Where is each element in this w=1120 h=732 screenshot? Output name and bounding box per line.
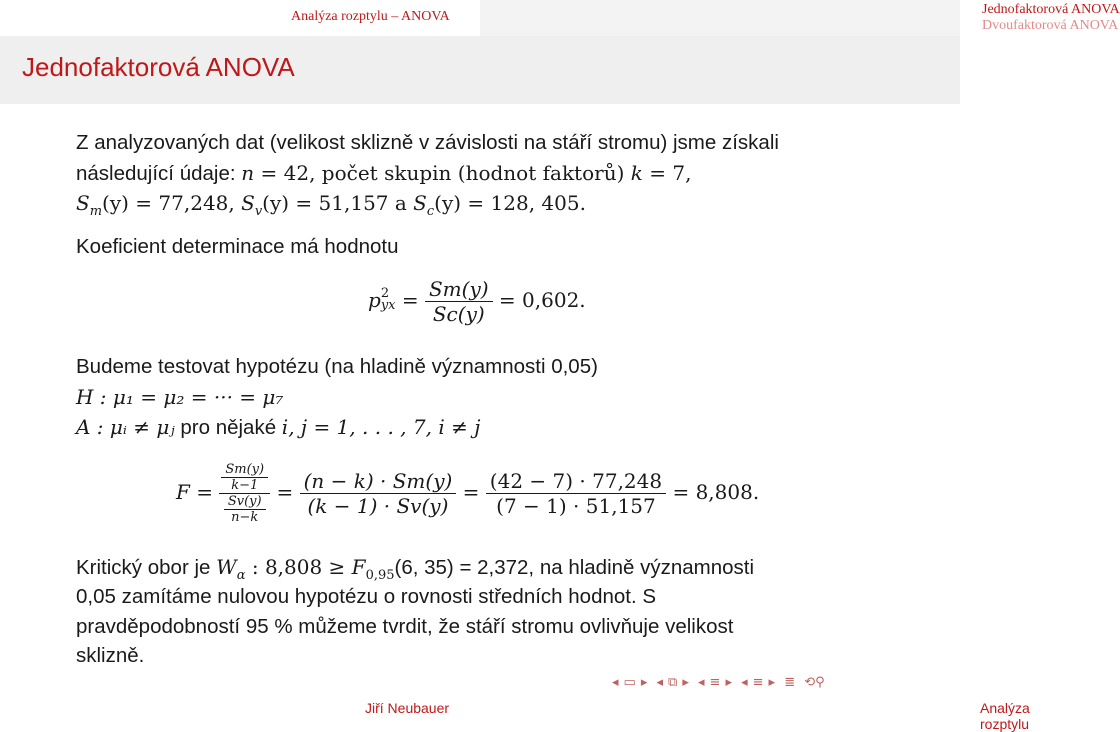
fraction-compound [219,462,270,525]
fraction-general [300,469,457,518]
fraction-numeric-den: (7 − 1) · 51,157 [496,494,656,518]
text-determination: Koeficient determinace má hodnotu [76,235,399,258]
paragraph-intro-line2 [76,158,691,189]
math-h1-a: A : μᵢ ≠ μⱼ [76,415,175,439]
nav-doc-right-icon[interactable]: ▸ [768,675,776,690]
paragraph-conclusion-line4 [76,641,144,671]
nav-left-arrow-icon[interactable]: ◂ [612,675,619,690]
nav-doc-left-icon[interactable]: ◂ [741,675,748,690]
math-sc-sub: c [426,204,435,220]
math-n: n [241,161,255,185]
text-conclusion-c: pravděpodobností 95 % můžeme tvrdit, že stáří stromu ovlivňuje velikost [76,615,734,638]
math-eq1-result: = 0,602. [498,288,586,312]
paragraph-hypothesis [76,352,598,382]
paragraph-intro-line1 [76,128,779,158]
text-sv-value: (y) = 51,157 a [262,191,414,215]
frame-title-bar [0,36,960,104]
footer-right [480,694,1030,732]
math-p-sup: 2 [380,285,390,301]
footer-author: Jiří Neubauer [365,700,450,716]
nav-section-icon[interactable]: ≡ [709,675,721,690]
nav-subsection-icon[interactable]: ⧉ [668,675,678,690]
math-h1-c: i, j = 1, . . . , 7, i ≠ j [281,415,481,439]
math-w-sub: α [236,568,246,584]
equation-determination [368,277,586,326]
fraction-sm-sc [425,277,493,326]
fraction-compound-den [219,494,270,525]
header-bar [0,0,1120,36]
nav-subsection-left-icon[interactable]: ◂ [656,675,664,690]
math-k: k [630,161,643,185]
fraction-sm-k [221,462,268,493]
fraction-general-den: (k − 1) · Sv(y) [307,494,449,518]
math-sc: S [413,191,427,215]
nav-frame-icon[interactable]: ▭ [623,675,636,690]
math-f: F [351,555,366,579]
fraction-sm-k-num: Sm(y) [221,462,268,478]
text-h1-b: pro nějaké [174,416,282,439]
header-subsection-current[interactable]: Jednofaktorová ANOVA [982,2,1120,17]
fraction-numeric [486,469,666,518]
text-sm-value: (y) = 77,248, [102,191,242,215]
header-left [0,0,480,36]
paragraph-determination [76,232,399,262]
nav-doc-icon[interactable]: ≡ [752,675,764,690]
text-conclusion-a3: : 8,808 ≥ [245,555,352,579]
text-intro-b3: = 42, počet skupin (hodnot faktorů) [254,161,631,185]
nav-section-left-icon[interactable]: ◂ [698,675,705,690]
nav-search-icon[interactable]: ⟲⚲ [804,675,825,690]
text-conclusion-a1: Kritický obor je [76,556,217,579]
text-conclusion-a5: (6, 35) = 2,372, na hladině významnosti [394,556,755,579]
text-sc-value: (y) = 128, 405. [434,191,586,215]
math-h0: H : μ₁ = μ₂ = ··· = μ₇ [76,385,284,409]
equation-f-statistic [176,462,759,525]
fraction-sv-nk-den: n−k [231,510,259,525]
text-conclusion-b: 0,05 zamítáme nulovou hypotézu o rovnosti středních hodnot. S [76,585,657,608]
frame-title: Jednofaktorová ANOVA [22,52,295,82]
math-f-result: = 8,808. [672,480,760,504]
text-conclusion-d: sklizně. [76,644,145,667]
text-intro-a: Z analyzovaných dat (velikost sklizně v závislosti na stáří stromu) jsme získali [76,131,779,154]
nav-section-right-icon[interactable]: ▸ [725,675,732,690]
header-right [480,0,1120,36]
math-sm: S [76,191,90,215]
math-f-sub: 0,95 [365,568,395,584]
fraction-general-num: (n − k) · Sm(y) [300,469,457,494]
hypothesis-h0 [76,382,283,413]
header-section-link[interactable]: Analýza rozptylu – ANOVA [291,9,450,24]
hypothesis-h1 [76,412,480,443]
math-equals-2: = [276,480,294,504]
fraction-num-sm: Sm(y) [425,277,493,302]
fraction-sv-nk [224,494,266,525]
math-equals-1: = [401,288,419,312]
paragraph-conclusion-line3 [76,612,733,642]
math-p-sub: yx [380,297,396,313]
text-intro-b1: následující údaje: [76,162,242,185]
fraction-den-sc: Sc(y) [432,302,485,326]
nav-right-arrow-icon[interactable]: ▸ [640,675,648,690]
beamer-navigation [612,675,830,693]
nav-align-icon[interactable]: ≣ [784,675,796,690]
text-hypothesis: Budeme testovat hypotézu (na hladině významnosti 0,05) [76,355,598,378]
footer-left [0,694,480,720]
fraction-sv-nk-num: Sv(y) [224,494,266,510]
fraction-compound-num [219,462,270,494]
text-intro-b5: = 7, [642,161,692,185]
nav-subsection-right-icon[interactable]: ▸ [682,675,689,690]
fraction-numeric-num: (42 − 7) · 77,248 [486,469,666,494]
footer-bar [0,694,1030,732]
paragraph-conclusion-line2 [76,582,656,612]
math-w: W [216,555,237,579]
math-f-lhs: F = [176,480,213,504]
paragraph-intro-line3 [76,188,586,227]
math-sm-sub: m [89,204,103,220]
math-sv: S [241,191,255,215]
fraction-sm-k-den: k−1 [231,478,259,493]
header-subsection-next[interactable]: Dvoufaktorová ANOVA [982,18,1119,33]
math-p: p [368,288,381,312]
math-equals-3: = [462,480,480,504]
footer-title: Analýza rozptylu [980,700,1030,732]
math-sv-sub: v [254,204,263,220]
